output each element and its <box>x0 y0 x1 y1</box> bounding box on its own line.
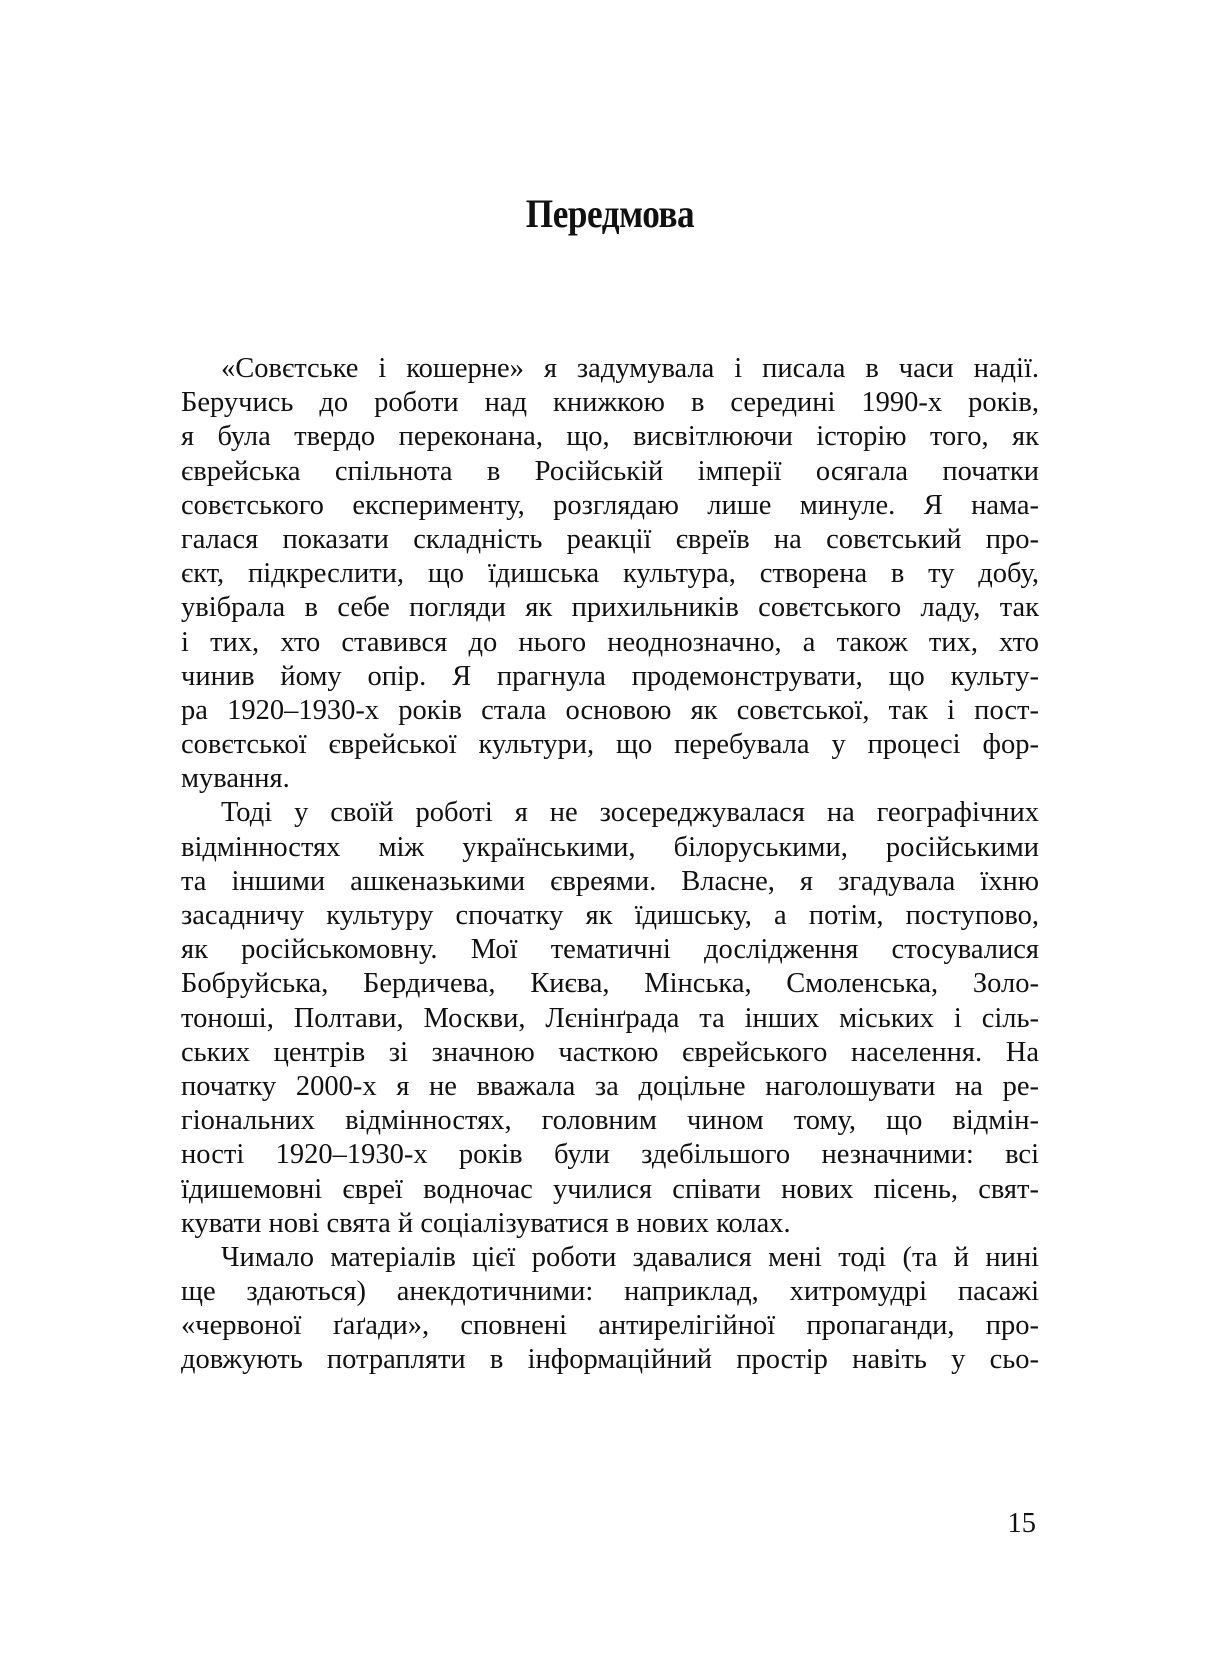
text-line: тоноші, Полтави, Москви, Лєнінґрада та інших міських і сіль- <box>181 1002 1039 1034</box>
text-line: їдишемовні євреї водночас училися співати нових пісень, свят- <box>181 1173 1039 1205</box>
text-line: засадничу культуру спочатку як їдишську, а потім, поступово, <box>181 900 1039 931</box>
paragraph <box>181 1241 1039 1378</box>
text-line: я була твердо переконана, що, висвітлюючи історію того, як <box>181 421 1039 453</box>
text-line: ще здаються) анекдотичними: наприклад, хитромудрі пасажі <box>181 1276 1039 1308</box>
text-line: Тоді у своїй роботі я не зосереджувалася на географічних <box>221 797 1039 829</box>
text-line: гіональних відмінностях, головним чином тому, що відмін- <box>181 1105 1039 1137</box>
text-line: єкт, підкреслити, що їдишська культура, створена в ту добу, <box>181 558 1039 590</box>
text-line: ності 1920–1930-х років були здебільшого незначними: всі <box>181 1139 1039 1171</box>
chapter-title: Передмова <box>525 191 695 236</box>
text-line: кувати нові свята й соціалізуватися в нових колах. <box>181 1207 791 1239</box>
body-text <box>181 352 1039 1378</box>
text-line: ських центрів зі значною часткою єврейського населення. На <box>181 1036 1039 1068</box>
text-line: як російськомовну. Мої тематичні дослідження стосувалися <box>181 934 1039 966</box>
text-line: мування. <box>181 763 290 795</box>
text-line: Бобруйська, Бердичева, Києва, Мінська, Смоленська, Золо- <box>181 968 1039 1000</box>
text-line: Чимало матеріалів цієї роботи здавалися мені тоді (та й нині <box>221 1241 1039 1273</box>
text-line: галася показати складність реакції євреїв на совєтський про- <box>181 523 1039 555</box>
text-line: увібрала в себе погляди як прихильників совєтського ладу, так <box>181 592 1039 624</box>
text-line: чинив йому опір. Я прагнула продемонструвати, що культу- <box>181 660 1039 692</box>
text-line: совєтського експерименту, розглядаю лише минуле. Я нама- <box>181 489 1039 521</box>
page-number: 15 <box>1007 1508 1036 1539</box>
text-line: ра 1920–1930-х років стала основою як совєтської, так і пост- <box>181 694 1039 726</box>
text-line: довжують потрапляти в інформаційний простір навіть у сьо- <box>181 1344 1039 1376</box>
text-line: «червоної ґаґади», сповнені антирелігійної пропаганди, про- <box>181 1310 1039 1342</box>
text-line: початку 2000-х я не вважала за доцільне наголошувати на ре- <box>181 1070 1039 1102</box>
paragraph <box>181 352 1039 796</box>
text-line: совєтської єврейської культури, що перебувала у процесі фор- <box>181 729 1039 761</box>
paragraph <box>181 796 1039 1240</box>
text-line: та іншими ашкеназькими євреями. Власне, я згадувала їхню <box>181 865 1039 897</box>
text-line: Беручись до роботи над книжкою в середині 1990-х років, <box>181 387 1039 419</box>
text-line: «Совєтське і кошерне» я задумувала і писала в часи надії. <box>221 353 1039 384</box>
text-line: відмінностях між українськими, білоруськими, російськими <box>181 831 1039 863</box>
text-line: і тих, хто ставився до нього неоднозначно, а також тих, хто <box>181 626 1039 658</box>
text-line: єврейська спільнота в Російській імперії осягала початки <box>181 455 1039 487</box>
